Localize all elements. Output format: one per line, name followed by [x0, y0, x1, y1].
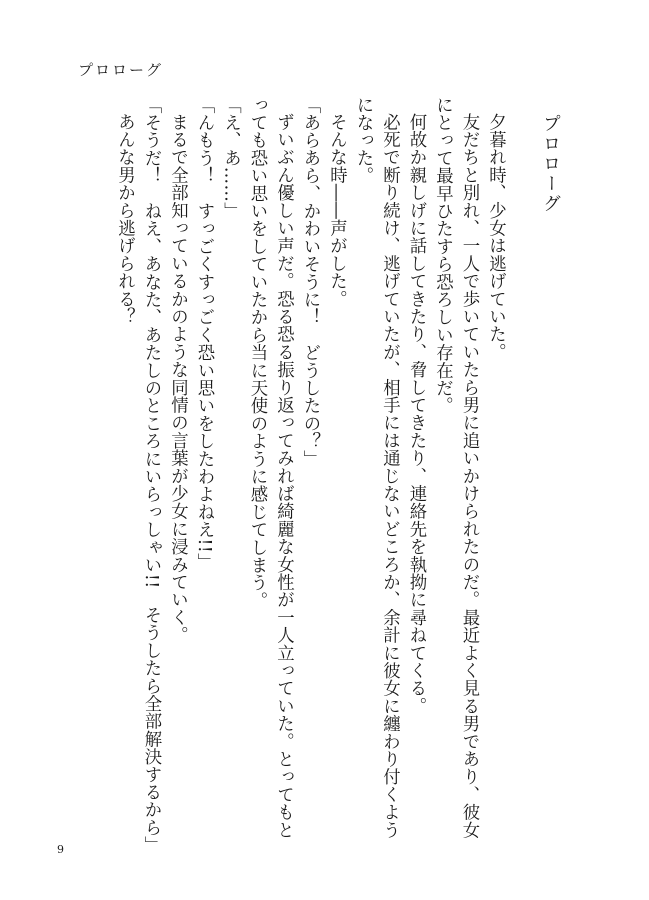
running-header: プロローグ — [78, 61, 164, 79]
dialogue-line: 「んもう！ すっごくすっごく恐い思いをしたわよねえ!!」 — [194, 96, 214, 571]
dialogue-line: 「そうだ！ ねえ、あなた、あたしのところにいらっしゃい!! そうしたら全部解決するから」 — [141, 96, 161, 854]
paragraph: あんな男から逃げられる？ — [114, 113, 135, 326]
paragraph: 友だちと別れ、一人で歩いていたら男に追いかけられたのだ。最近よく見る男であり、彼女にとって最早ひたすら恐ろしい存在だ。 — [432, 96, 479, 840]
dialogue-line: 「あらあら、かわいそうに！ どうしたの？」 — [300, 96, 320, 468]
paragraph: ずいぶん優しい声だ。恐る恐る振り返ってみれば綺麗な女性が一人立っていた。とってもとっても恐い思いをしていたから当に天使のように感じてしまう。 — [247, 96, 294, 840]
dialogue-line: 「え、あ……」 — [220, 96, 241, 220]
paragraph: 必死で断り続け、逃げていたが、相手には通じないどころか、余計に彼女に纏わり付くようになった。 — [353, 96, 400, 840]
paragraph: そんな時――声がした。 — [326, 113, 347, 309]
page-number: 9 — [57, 843, 64, 856]
chapter-title: プロローグ — [540, 114, 561, 214]
vertical-text-block — [111, 96, 563, 856]
paragraph: 夕暮れ時、少女は逃げていた。 — [485, 113, 506, 362]
paragraph: 何故か親しげに話してきたり、脅してきたり、連絡先を執拗に尋ねてくる。 — [406, 113, 426, 716]
paragraph: まるで全部知っているかのような同情の言葉が少女に浸みていく。 — [167, 113, 188, 645]
